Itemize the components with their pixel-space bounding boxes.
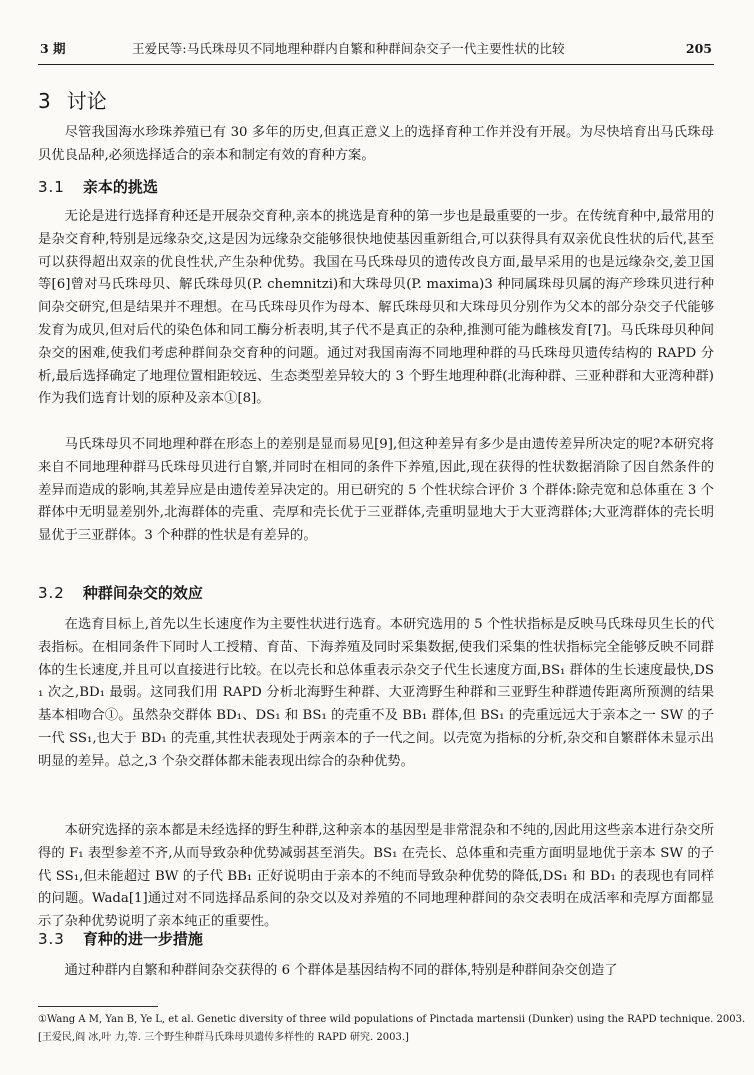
subsection-title: 育种的进一步措施 bbox=[82, 930, 203, 948]
section-title: 讨论 bbox=[66, 89, 107, 113]
subsection-heading-3-1 bbox=[38, 176, 158, 198]
paragraph-3-2-a: 在选育目标上,首先以生长速度作为主要性状进行选育。本研究选用的 5 个性状指标是反映马氏珠母贝生长的代表指标。在相同条件下同时人工授精、育苗、下海养殖及同时采集数据,使我们采集的性状指标完全能够反映不同群体的生长速度,并且可以直接进行比较。在以壳长和总体重表示杂交子代生长速度方面,BS₁ 群体的生长速度最快,DS₁ 次之,BD₁ 最弱。这同我们用 RAPD 分析北海野生种群、大亚湾野生种群和三亚野生种群遗传距离所预测的结果基本相吻合①。虽然杂交群体 BD₁、DS₁ 和 BS₁ 的壳重不及 BB₁ 群体,但 BS₁ 的壳重远远大于亲本之一 SW 的子一代 SS₁,也大于 BD₁ 的壳重,其性状表现处于两亲本的子一代之间。以壳宽为指标的分析,杂交和自繁群体未显示出明显的差异。总之,3 个杂交群体都未能表现出综合的杂种优势。 bbox=[38, 617, 714, 769]
subsection-number: 3.3 bbox=[38, 930, 65, 948]
subsection-heading-3-2 bbox=[38, 582, 203, 604]
subsection-title: 亲本的挑选 bbox=[82, 178, 158, 196]
paragraph-3-2-b: 本研究选择的亲本都是未经选择的野生种群,这种亲本的基因型是非常混杂和不纯的,因此用这些亲本进行杂交所得的 F₁ 表型参差不齐,从而导致杂种优势减弱甚至消失。BS₁ 在壳长、总体重和壳重方面明显地优于亲本 SW 的子代 SS₁,但未能超过 BW 的子代 BB₁ 正好说明由于亲本的不纯而导致杂种优势的降低,DS₁ 和 BD₁ 的表现也有同样的问题。Wada[1]通过对不同选择品系间的杂交以及对养殖的不同地理种群间的杂交表明在成活率和壳厚方面都显示了杂种优势说明了亲本纯正的重要性。 bbox=[38, 823, 714, 930]
footnote-english: ①Wang A M, Yan B, Ye L, et al. Genetic diversity of three wild populations of Pinctada martensii (Dunker) using the RAPD technique. 2003. bbox=[38, 1014, 746, 1025]
section-heading bbox=[38, 88, 107, 114]
section-intro: 尽管我国海水珍珠养殖已有 30 多年的历史,但真正意义上的选择育种工作并没有开展。为尽快培育出马氏珠母贝优良品种,必须选择适合的亲本和制定有效的育种方案。 bbox=[38, 125, 714, 163]
subsection-heading-3-3 bbox=[38, 928, 203, 950]
header-rule bbox=[38, 64, 714, 65]
footnote-chinese: [王爱民,阎 冰,叶 力,等. 三个野生种群马氏珠母贝遗传多样性的 RAPD 研究. 2003.] bbox=[38, 1032, 409, 1043]
section-number: 3 bbox=[38, 89, 51, 113]
subsection-number: 3.2 bbox=[38, 584, 65, 602]
subsection-title: 种群间杂交的效应 bbox=[82, 584, 203, 602]
paragraph-3-3-a: 通过种群内自繁和种群间杂交获得的 6 个群体是基因结构不同的群体,特别是种群间杂交创造了 bbox=[64, 963, 618, 978]
paragraph-3-1-b: 马氏珠母贝不同地理种群在形态上的差别是显而易见[9],但这种差异有多少是由遗传差异所决定的呢?本研究将来自不同地理种群马氏珠母贝进行自繁,并同时在相同的条件下养殖,因此,现在获得的性状数据消除了因自然条件的差异而造成的影响,其差异应是由遗传差异决定的。用已研究的 5 个性状综合评价 3 个群体:除壳宽和总体重在 3 个群体中无明显差别外,北海群体的壳重、壳厚和壳长优于三亚群体,壳重明显地大于大亚湾群体;大亚湾群体的壳长明显优于三亚群体。3 个种群的性状是有差异的。 bbox=[38, 437, 714, 544]
footnote-rule bbox=[38, 1006, 158, 1007]
page-number: 205 bbox=[685, 41, 712, 56]
running-title: 王爱民等:马氏珠母贝不同地理种群内自繁和种群间杂交子一代主要性状的比较 bbox=[132, 41, 565, 56]
issue-number: 3 期 bbox=[40, 41, 66, 56]
paragraph-3-1-a: 无论是进行选择育种还是开展杂交育种,亲本的挑选是育种的第一步也是最重要的一步。在传统育种中,最常用的是杂交育种,特别是远缘杂交,这是因为远缘杂交能够很快地使基因重新组合,可以获得具有双亲优良性状的后代,甚至可以获得超出双亲的优良性状,产生杂种优势。我国在马氏珠母贝的遗传改良方面,最早采用的也是远缘杂交,姜卫国等[6]曾对马氏珠母贝、解氏珠母贝(P. chemnitzi)和大珠母贝(P. maxima)3 种同属珠母贝属的海产珍珠贝进行种间杂交研究,但是结果并不理想。在马氏珠母贝作为母本、解氏珠母贝和大珠母贝分别作为父本的部分杂交子代能够发育为成贝,但对后代的染色体和同工酶分析表明,其子代不是真正的杂种,推测可能为雌核发育[7]。马氏珠母贝种间杂交的困难,使我们考虑种群间杂交育种的问题。通过对我国南海不同地理种群的马氏珠母贝遗传结构的 RAPD 分析,最后选择确定了地理位置相距较远、生态类型差异较大的 3 个野生地理种群(北海种群、三亚种群和大亚湾种群)作为我们选育计划的原种及亲本①[8]。 bbox=[38, 209, 714, 407]
subsection-number: 3.1 bbox=[38, 178, 65, 196]
running-header bbox=[40, 38, 712, 60]
